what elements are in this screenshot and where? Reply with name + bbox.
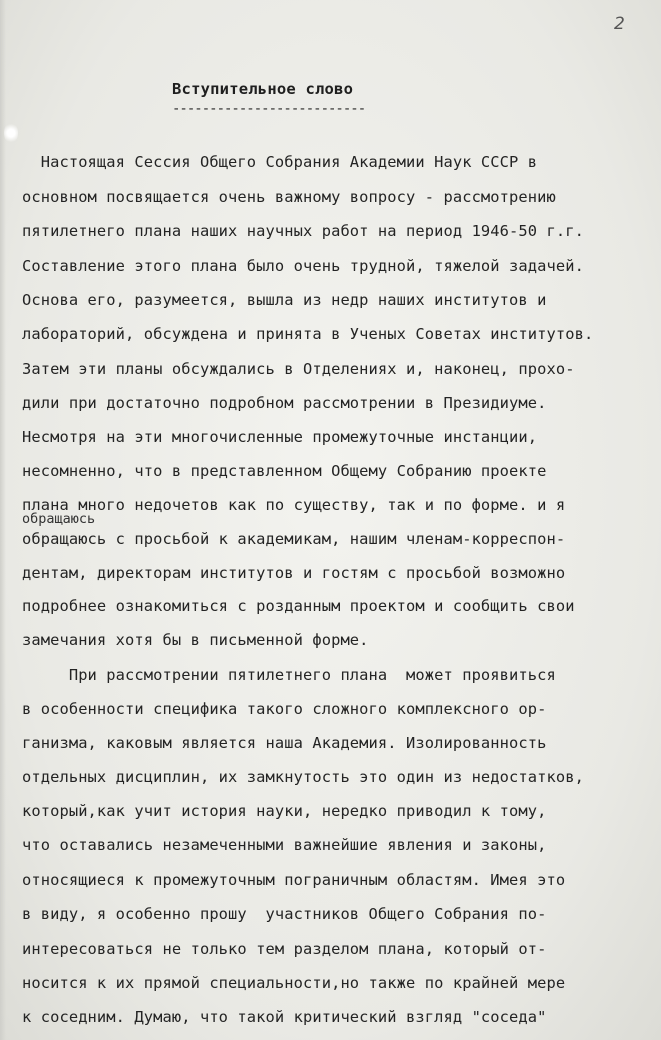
text-line: несомненно, что в представленном Общему Собранию проекте bbox=[22, 462, 547, 480]
text-line: При рассмотрении пятилетнего плана может проявиться bbox=[22, 666, 556, 684]
text-line: Основа его, разумеется, вышла из недр наших институтов и bbox=[22, 291, 547, 309]
text-line: дили при достаточно подробном рассмотрении в Президиуме. bbox=[22, 394, 547, 412]
paper-speck bbox=[4, 122, 18, 144]
text-line: Затем эти планы обсуждались в Отделениях и, наконец, прохо- bbox=[22, 360, 575, 378]
text-line: в виду, я особенно прошу участников Общего Собрания по- bbox=[22, 905, 547, 923]
text-line: что оставались незамеченными важнейшие явления и законы, bbox=[22, 836, 547, 854]
text-line: Настоящая Сессия Общего Собрания Академии Наук СССР в bbox=[22, 153, 538, 171]
page-number: 2 bbox=[614, 14, 625, 34]
text-line: основном посвящается очень важному вопросу - рассмотрению bbox=[22, 188, 556, 206]
text-line: плана много недочетов как по существу, так и по форме. и я bbox=[22, 496, 566, 514]
text-line: относящиеся к промежуточным пограничным областям. Имея это bbox=[22, 871, 566, 889]
document-title: Вступительное слово bbox=[172, 80, 354, 98]
text-line: который,как учит история науки, нередко приводил к тому, bbox=[22, 802, 547, 820]
text-line: Составление этого плана было очень трудной, тяжелой задачей. bbox=[22, 257, 584, 275]
page-edge-shadow bbox=[0, 0, 6, 1040]
text-line: к соседним. Думаю, что такой критический взгляд "соседа" bbox=[22, 1008, 547, 1026]
text-line: замечания хотя бы в письменной форме. bbox=[22, 631, 369, 649]
handwritten-insert: обращаюсь bbox=[22, 511, 96, 527]
text-line: лабораторий, обсуждена и принята в Ученых Советах институтов. bbox=[22, 325, 594, 343]
text-line: обращаюсь с просьбой к академикам, нашим членам-корреспон- bbox=[22, 530, 566, 548]
text-line: пятилетнего плана наших научных работ на период 1946-50 г.г. bbox=[22, 222, 584, 240]
text-line: носится к их прямой специальности,но также по крайней мере bbox=[22, 974, 566, 992]
text-line: дентам, директорам институтов и гостям с просьбой возможно bbox=[22, 564, 566, 582]
text-line: отдельных дисциплин, их замкнутость это один из недостатков, bbox=[22, 768, 584, 786]
text-line: интересоваться не только тем разделом плана, который от- bbox=[22, 940, 547, 958]
text-line: ганизма, каковым является наша Академия. Изолированность bbox=[22, 734, 547, 752]
text-line: в особенности специфика такого сложного комплексного ор- bbox=[22, 700, 547, 718]
text-line: подробнее ознакомиться с розданным проектом и сообщить свои bbox=[22, 597, 575, 615]
text-line: Несмотря на эти многочисленные промежуточные инстанции, bbox=[22, 428, 538, 446]
title-underline: -------------------------- bbox=[172, 101, 366, 117]
